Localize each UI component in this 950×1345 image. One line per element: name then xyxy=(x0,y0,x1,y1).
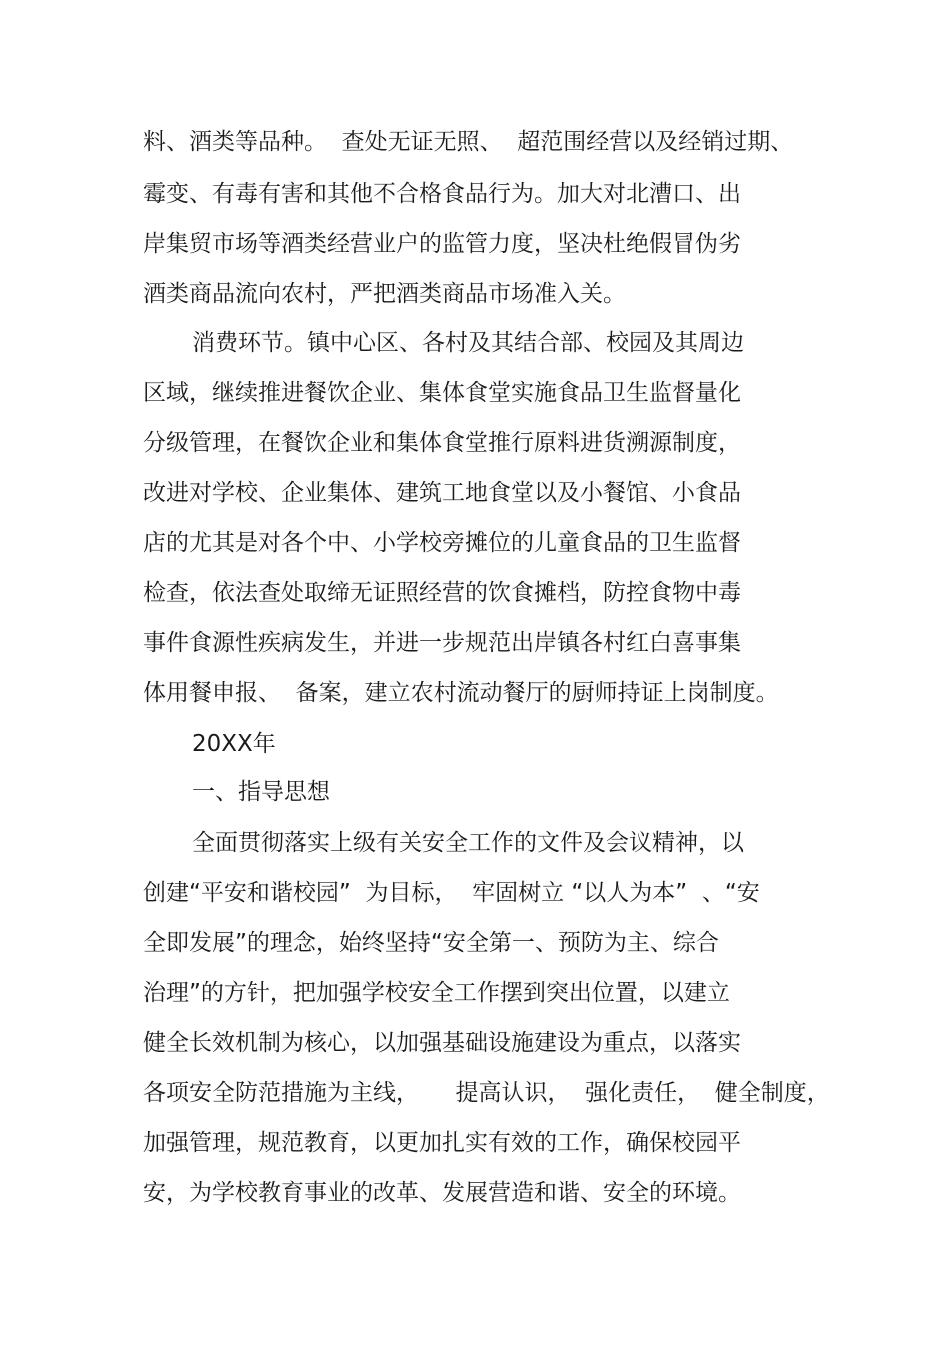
section-heading: 一、指导思想 xyxy=(192,779,330,805)
text-line: 改进对学校、企业集体、建筑工地食堂以及小餐馆、小食品 xyxy=(143,480,741,506)
text-line: 料、酒类等品种。 查处无证无照、 超范围经营以及经销过期、 xyxy=(143,129,794,155)
text-line: 区域，继续推进餐饮企业、集体食堂实施食品卫生监督量化 xyxy=(143,380,741,406)
text-line: 治理”的方针，把加强学校安全工作摆到突出位置，以建立 xyxy=(143,980,730,1006)
text-line: 检查，依法查处取缔无证照经营的饮食摊档，防控食物中毒 xyxy=(143,580,741,606)
text-line: 霉变、有毒有害和其他不合格食品行为。加大对北漕口、出 xyxy=(143,181,741,207)
text-line: 全即发展”的理念，始终坚持“安全第一、预防为主、综合 xyxy=(143,930,719,956)
text-line: 各项安全防范措施为主线， 提高认识， 强化责任， 健全制度， xyxy=(143,1080,830,1106)
text-line: 健全长效机制为核心，以加强基础设施建设为重点，以落实 xyxy=(143,1030,741,1056)
text-line: 体用餐申报、 备案，建立农村流动餐厅的厨师持证上岗制度。 xyxy=(143,680,779,706)
paragraph-start-line: 全面贯彻落实上级有关安全工作的文件及会议精神，以 xyxy=(192,830,744,856)
text-line: 岸集贸市场等酒类经营业户的监管力度，坚决杜绝假冒伪劣 xyxy=(143,231,741,257)
year-heading: 20XX年 xyxy=(192,731,276,757)
text-line: 分级管理，在餐饮企业和集体食堂推行原料进货溯源制度， xyxy=(143,430,741,456)
text-line: 店的尤其是对各个中、小学校旁摊位的儿童食品的卫生监督 xyxy=(143,530,741,556)
text-line: 安，为学校教育事业的改革、发展营造和谐、安全的环境。 xyxy=(143,1180,741,1206)
paragraph-start-line: 消费环节。镇中心区、各村及其结合部、校园及其周边 xyxy=(192,330,744,356)
text-line: 酒类商品流向农村，严把酒类商品市场准入关。 xyxy=(143,281,626,307)
text-line: 创建“平安和谐校园” 为目标， 牢固树立 “以人为本” 、“安 xyxy=(143,880,760,906)
text-line: 加强管理，规范教育，以更加扎实有效的工作，确保校园平 xyxy=(143,1130,741,1156)
text-line: 事件食源性疾病发生，并进一步规范出岸镇各村红白喜事集 xyxy=(143,630,741,656)
